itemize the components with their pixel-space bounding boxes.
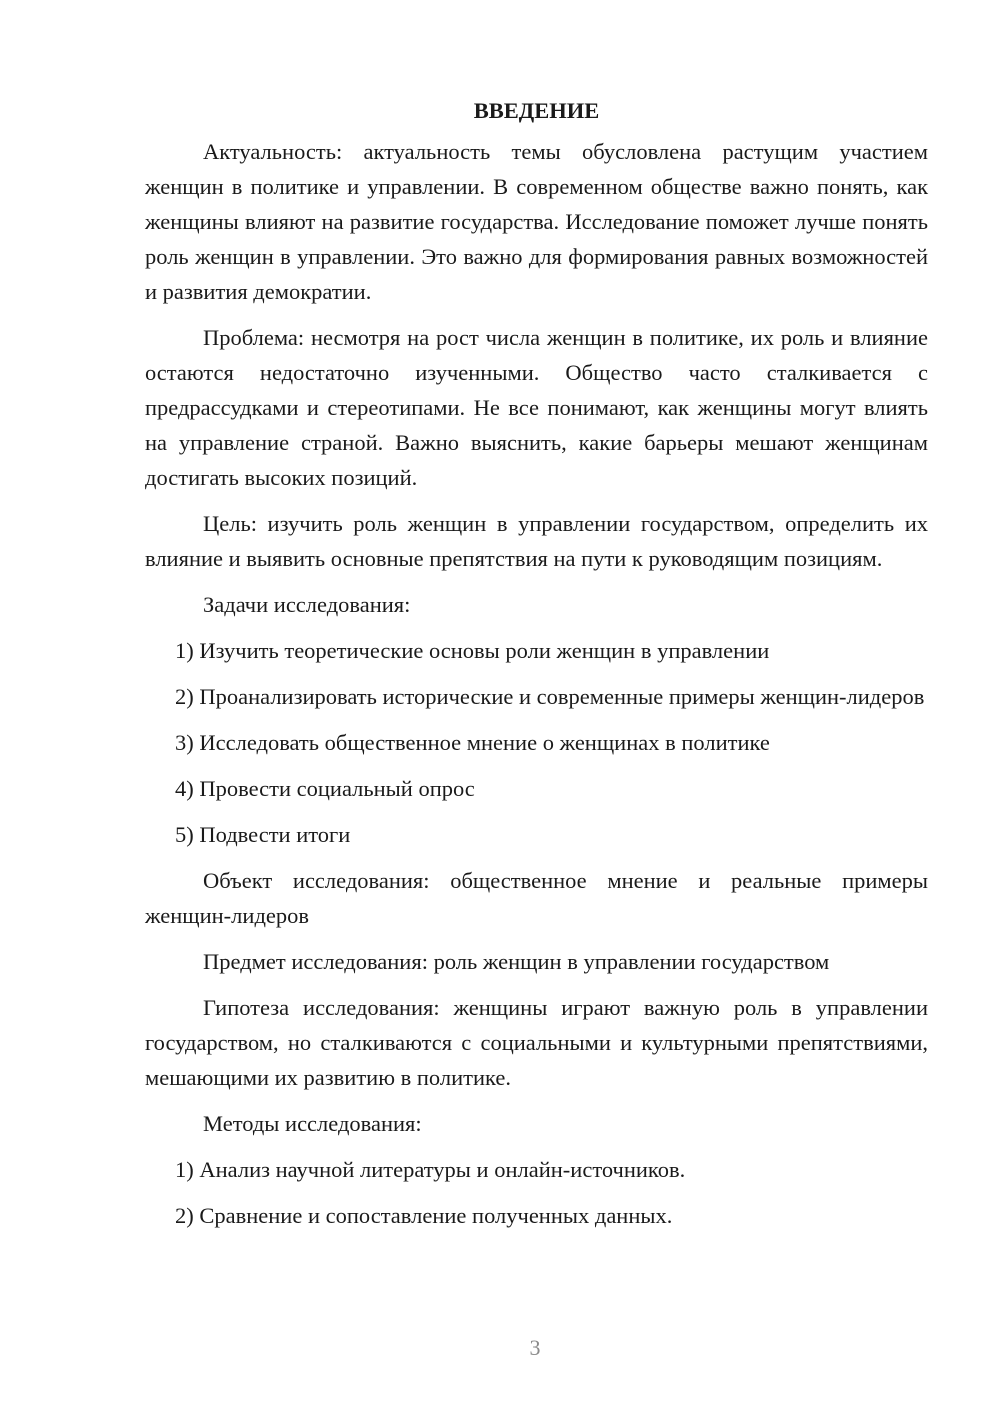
method-item-1: 1) Анализ научной литературы и онлайн-источников. <box>175 1157 686 1182</box>
page-number: 3 <box>529 1335 541 1360</box>
object-paragraph: Объект исследования: общественное мнение и реальные примеры женщин-лидеров <box>145 868 928 928</box>
method-item-2: 2) Сравнение и сопоставление полученных данных. <box>175 1203 673 1228</box>
methods-heading: Методы исследования: <box>203 1111 422 1136</box>
task-item-4: 4) Провести социальный опрос <box>175 776 475 801</box>
task-item-1: 1) Изучить теоретические основы роли женщин в управлении <box>175 638 770 663</box>
subject-paragraph: Предмет исследования: роль женщин в управлении государством <box>203 949 830 974</box>
task-item-2: 2) Проанализировать исторические и современные примеры женщин-лидеров <box>175 684 925 709</box>
task-item-3: 3) Исследовать общественное мнение о женщинах в политике <box>175 730 770 755</box>
page-content <box>145 96 928 1244</box>
section-title: ВВЕДЕНИЕ <box>473 98 600 123</box>
problem-paragraph: Проблема: несмотря на рост числа женщин в политике, их роль и влияние остаются недостаточно изученными. Общество часто сталкивается с предрассудками и стереотипами. Не все понимают, как женщины могут влиять на управление страной. Важно выяснить, какие барьеры мешают женщинам достигать высоких позиций. <box>145 325 928 490</box>
task-item-5: 5) Подвести итоги <box>175 822 351 847</box>
relevance-paragraph: Актуальность: актуальность темы обусловлена растущим участием женщин в политике и управлении. В современном обществе важно понять, как женщины влияют на развитие государства. Исследование поможет лучше понять роль женщин в управлении. Это важно для формирования равных возможностей и развития демократии. <box>145 139 928 304</box>
hypothesis-paragraph: Гипотеза исследования: женщины играют важную роль в управлении государством, но сталкиваются с социальными и культурными препятствиями, мешающими их развитию в политике. <box>145 995 928 1090</box>
goal-paragraph: Цель: изучить роль женщин в управлении государством, определить их влияние и выявить основные препятствия на пути к руководящим позициям. <box>145 511 928 571</box>
tasks-heading: Задачи исследования: <box>203 592 411 617</box>
